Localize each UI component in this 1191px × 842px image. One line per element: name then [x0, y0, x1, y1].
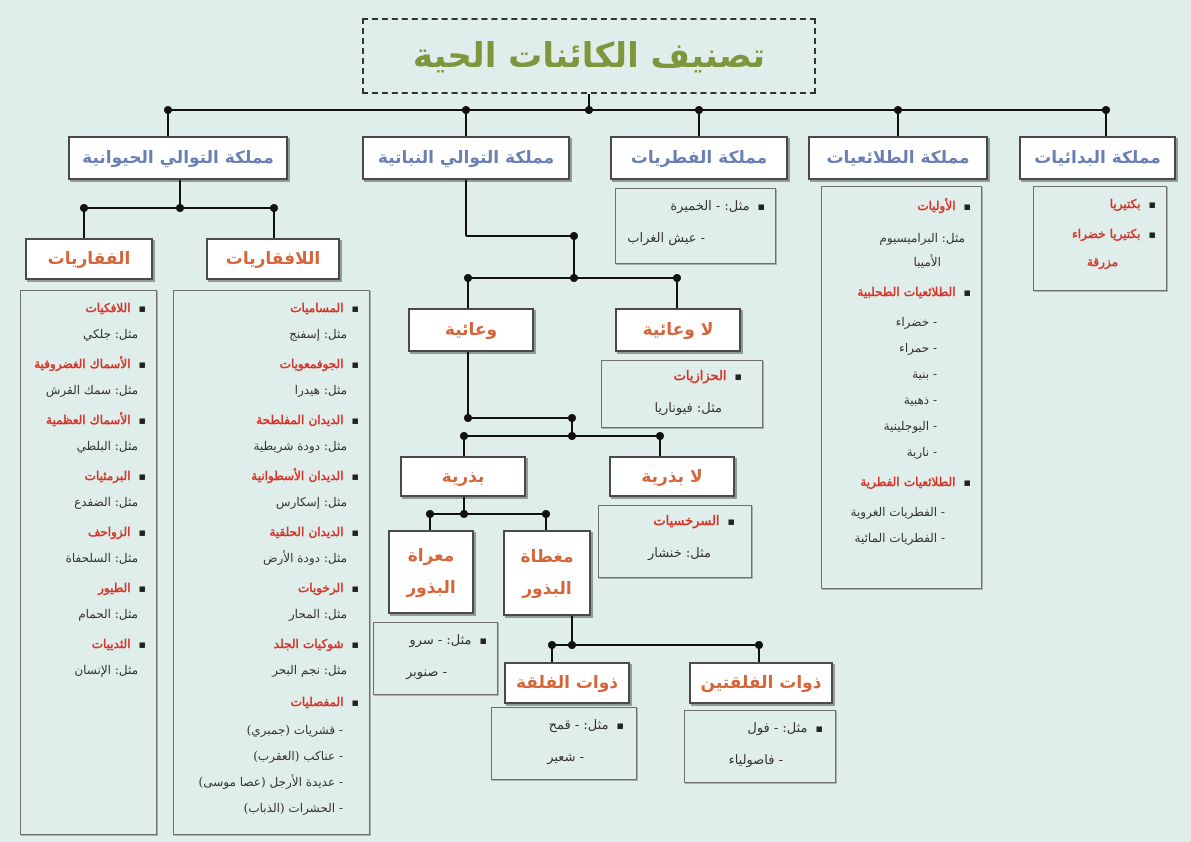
list-item: - اليوجلينية: [883, 419, 937, 433]
list-item: ▪ الديدان المفلطحة: [180, 413, 359, 427]
group-vascular: وعائية: [408, 308, 534, 352]
list-protista: [821, 186, 982, 589]
list-item: - خضراء: [895, 315, 937, 329]
list-item: مزرقة: [1086, 255, 1118, 269]
list-item: ▪ مثل: - قمح: [498, 718, 624, 733]
list-dicot: [684, 710, 836, 783]
list-item: - فاصولياء: [728, 753, 783, 768]
list-item: ▪ بكتيريا: [1040, 197, 1156, 211]
group-gymno: معراة البذور: [388, 530, 474, 614]
group-seedless: لا بذرية: [609, 456, 735, 497]
kingdom-animals: مملكة التوالي الحيوانية: [68, 136, 288, 180]
list-item: الأميبا: [913, 255, 941, 269]
list-item: مثل: دودة الأرض: [262, 551, 347, 565]
list-item: مثل: البلطي: [76, 439, 138, 453]
list-item: ▪ الأسماك العظمية: [27, 413, 146, 427]
list-item: ▪ السرخسيات: [605, 514, 735, 529]
list-item: - عيش الغراب: [627, 231, 705, 246]
list-item: مثل: إسفنج: [289, 327, 347, 341]
list-item: مثل: سمك القرش: [45, 383, 138, 397]
list-item: ▪ الحزازيات: [608, 369, 742, 384]
list-item: ▪ الأوليات: [828, 199, 971, 213]
list-item: - عناكب (العقرب): [253, 749, 343, 763]
list-item: مثل: الضفدع: [74, 495, 138, 509]
list-item: - عديدة الأرجل (عصا موسى): [198, 775, 343, 789]
kingdom-plants: مملكة التوالي النباتية: [362, 136, 570, 180]
list-item: مثل: إسكارس: [275, 495, 347, 509]
list-bacteria: [1033, 186, 1167, 291]
list-item: ▪ شوكيات الجلد: [180, 637, 359, 651]
group-angio: مغطاة البذور: [503, 530, 591, 616]
list-item: مثل: البراميسيوم: [879, 231, 965, 245]
list-vertebrates: [20, 290, 157, 835]
list-item: ▪ البرمئيات: [27, 469, 146, 483]
list-item: ▪ الزواحف: [27, 525, 146, 539]
group-dicot: ذوات الفلقتين: [689, 662, 833, 704]
list-item: ▪ المساميات: [180, 301, 359, 315]
list-item: مثل: المحار: [288, 607, 347, 621]
kingdom-fungi: مملكة الفطريات: [610, 136, 788, 180]
list-item: مثل: الحمام: [78, 607, 138, 621]
list-item: ▪ بكتيريا خضراء: [1040, 227, 1156, 241]
list-fungi: [615, 188, 776, 264]
list-item: - الفطريات الغروية: [850, 505, 945, 519]
list-item: مثل: هيدرا: [294, 383, 347, 397]
list-item: ▪ مثل: - فول: [691, 721, 823, 736]
list-item: ▪ الطلائعيات الفطرية: [828, 475, 971, 489]
list-item: مثل: الإنسان: [74, 663, 138, 677]
list-item: - الفطريات المائية: [854, 531, 945, 545]
kingdom-protists: مملكة البدائيات: [1019, 136, 1176, 180]
list-item: ▪ الثدييات: [27, 637, 146, 651]
list-item: ▪ الديدان الحلقية: [180, 525, 359, 539]
group-vertebrates: الفقاريات: [25, 238, 153, 280]
list-item: مثل: خنشار: [647, 546, 711, 561]
kingdom-protista: مملكة الطلائعيات: [808, 136, 988, 180]
group-mono: ذوات الفلقة: [504, 662, 630, 704]
list-item: ▪ الطيور: [27, 581, 146, 595]
list-nonvascular: [601, 360, 763, 428]
list-item: ▪ اللافكيات: [27, 301, 146, 315]
list-item: ▪ الطلائعيات الطحلبية: [828, 285, 971, 299]
list-item: ▪ الجوفمعويات: [180, 357, 359, 371]
list-item: - ذهبية: [903, 393, 937, 407]
group-nonvascular: لا وعائية: [615, 308, 741, 352]
list-item: - حمراء: [899, 341, 937, 355]
list-gymno: [373, 622, 498, 695]
list-item: ▪ الديدان الأسطوانية: [180, 469, 359, 483]
list-mono: [491, 707, 637, 780]
list-item: ▪ مثل: - الخميرة: [622, 199, 765, 214]
list-item: ▪ مثل: - سرو: [380, 633, 487, 648]
list-item: مثل: جلكي: [82, 327, 138, 341]
list-invertebrates: [173, 290, 370, 835]
list-item: ▪ الأسماك الغضروفية: [27, 357, 146, 371]
list-item: - صنوبر: [406, 665, 447, 680]
list-item: - قشريات (جمبري): [246, 723, 343, 737]
list-item: مثل: فيوناريا: [654, 401, 722, 416]
list-item: - الحشرات (الذباب): [243, 801, 343, 815]
list-item: مثل: دودة شريطية: [253, 439, 347, 453]
list-item: - شعير: [547, 750, 584, 765]
list-item: مثل: السلحفاة: [65, 551, 138, 565]
list-item: - بنية: [912, 367, 937, 381]
list-item: - نارية: [906, 445, 937, 459]
list-seedless: [598, 505, 752, 578]
list-item: ▪ المفصليات: [180, 695, 359, 709]
group-invertebrates: اللافقاريات: [206, 238, 340, 280]
group-seed: بذرية: [400, 456, 526, 497]
page-title: تصنيف الكائنات الحية: [362, 18, 816, 94]
list-item: مثل: نجم البحر: [272, 663, 347, 677]
list-item: ▪ الرخويات: [180, 581, 359, 595]
